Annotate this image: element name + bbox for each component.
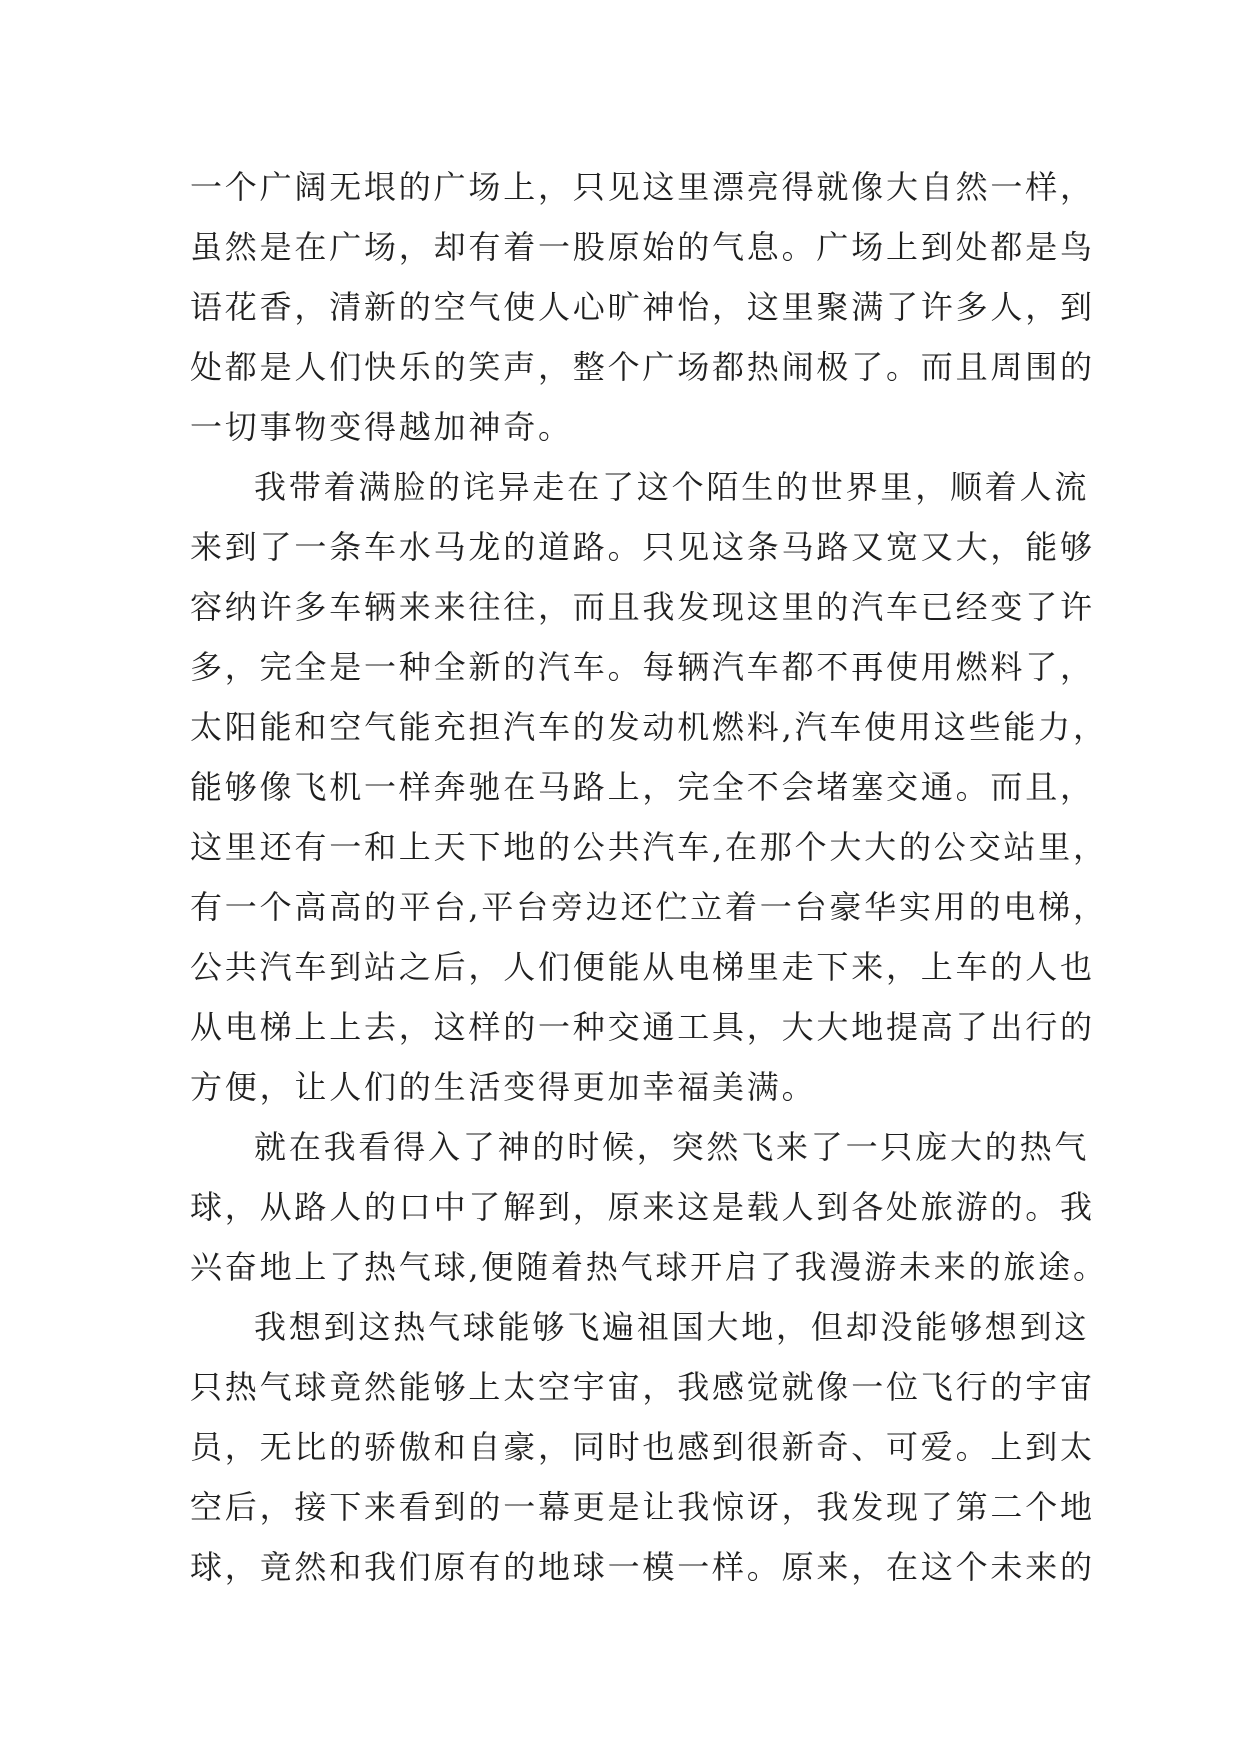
text-line: 容纳许多车辆来来往往，而且我发现这里的汽车已经变了许 bbox=[190, 588, 1095, 626]
text-line: 兴奋地上了热气球,便随着热气球开启了我漫游未来的旅途。 bbox=[190, 1248, 1108, 1286]
text-line: 空后，接下来看到的一幕更是让我惊讶，我发现了第二个地 bbox=[190, 1488, 1095, 1526]
text-line: 能够像飞机一样奔驰在马路上，完全不会堵塞交通。而且， bbox=[190, 768, 1095, 806]
text-line: 一切事物变得越加神奇。 bbox=[190, 408, 573, 446]
text-line: 来到了一条车水马龙的道路。只见这条马路又宽又大，能够 bbox=[190, 528, 1095, 566]
text-line: 球，竟然和我们原有的地球一模一样。原来，在这个未来的 bbox=[190, 1548, 1095, 1586]
text-line: 只热气球竟然能够上太空宇宙，我感觉就像一位飞行的宇宙 bbox=[190, 1368, 1095, 1406]
text-line: 一个广阔无垠的广场上，只见这里漂亮得就像大自然一样， bbox=[190, 168, 1095, 206]
text-line: 从电梯上上去，这样的一种交通工具，大大地提高了出行的 bbox=[190, 1008, 1095, 1046]
text-line: 就在我看得入了神的时候，突然飞来了一只庞大的热气 bbox=[254, 1128, 1090, 1166]
text-line: 公共汽车到站之后，人们便能从电梯里走下来，上车的人也 bbox=[190, 948, 1095, 986]
text-line: 我带着满脸的诧异走在了这个陌生的世界里，顺着人流 bbox=[254, 468, 1090, 506]
text-line: 员，无比的骄傲和自豪，同时也感到很新奇、可爱。上到太 bbox=[190, 1428, 1095, 1466]
text-line: 我想到这热气球能够飞遍祖国大地，但却没能够想到这 bbox=[254, 1308, 1090, 1346]
text-line: 方便，让人们的生活变得更加幸福美满。 bbox=[190, 1068, 817, 1106]
document-body bbox=[190, 157, 1108, 1597]
text-line: 有一个高高的平台,平台旁边还伫立着一台豪华实用的电梯， bbox=[190, 888, 1108, 926]
text-line: 太阳能和空气能充担汽车的发动机燃料,汽车使用这些能力， bbox=[190, 708, 1108, 746]
text-line: 多，完全是一种全新的汽车。每辆汽车都不再使用燃料了， bbox=[190, 648, 1095, 686]
text-line: 这里还有一和上天下地的公共汽车,在那个大大的公交站里， bbox=[190, 828, 1108, 866]
text-line: 语花香，清新的空气使人心旷神怡，这里聚满了许多人，到 bbox=[190, 288, 1095, 326]
text-line: 处都是人们快乐的笑声，整个广场都热闹极了。而且周围的 bbox=[190, 348, 1095, 386]
text-line: 球，从路人的口中了解到，原来这是载人到各处旅游的。我 bbox=[190, 1188, 1095, 1226]
text-line: 虽然是在广场，却有着一股原始的气息。广场上到处都是鸟 bbox=[190, 228, 1095, 266]
